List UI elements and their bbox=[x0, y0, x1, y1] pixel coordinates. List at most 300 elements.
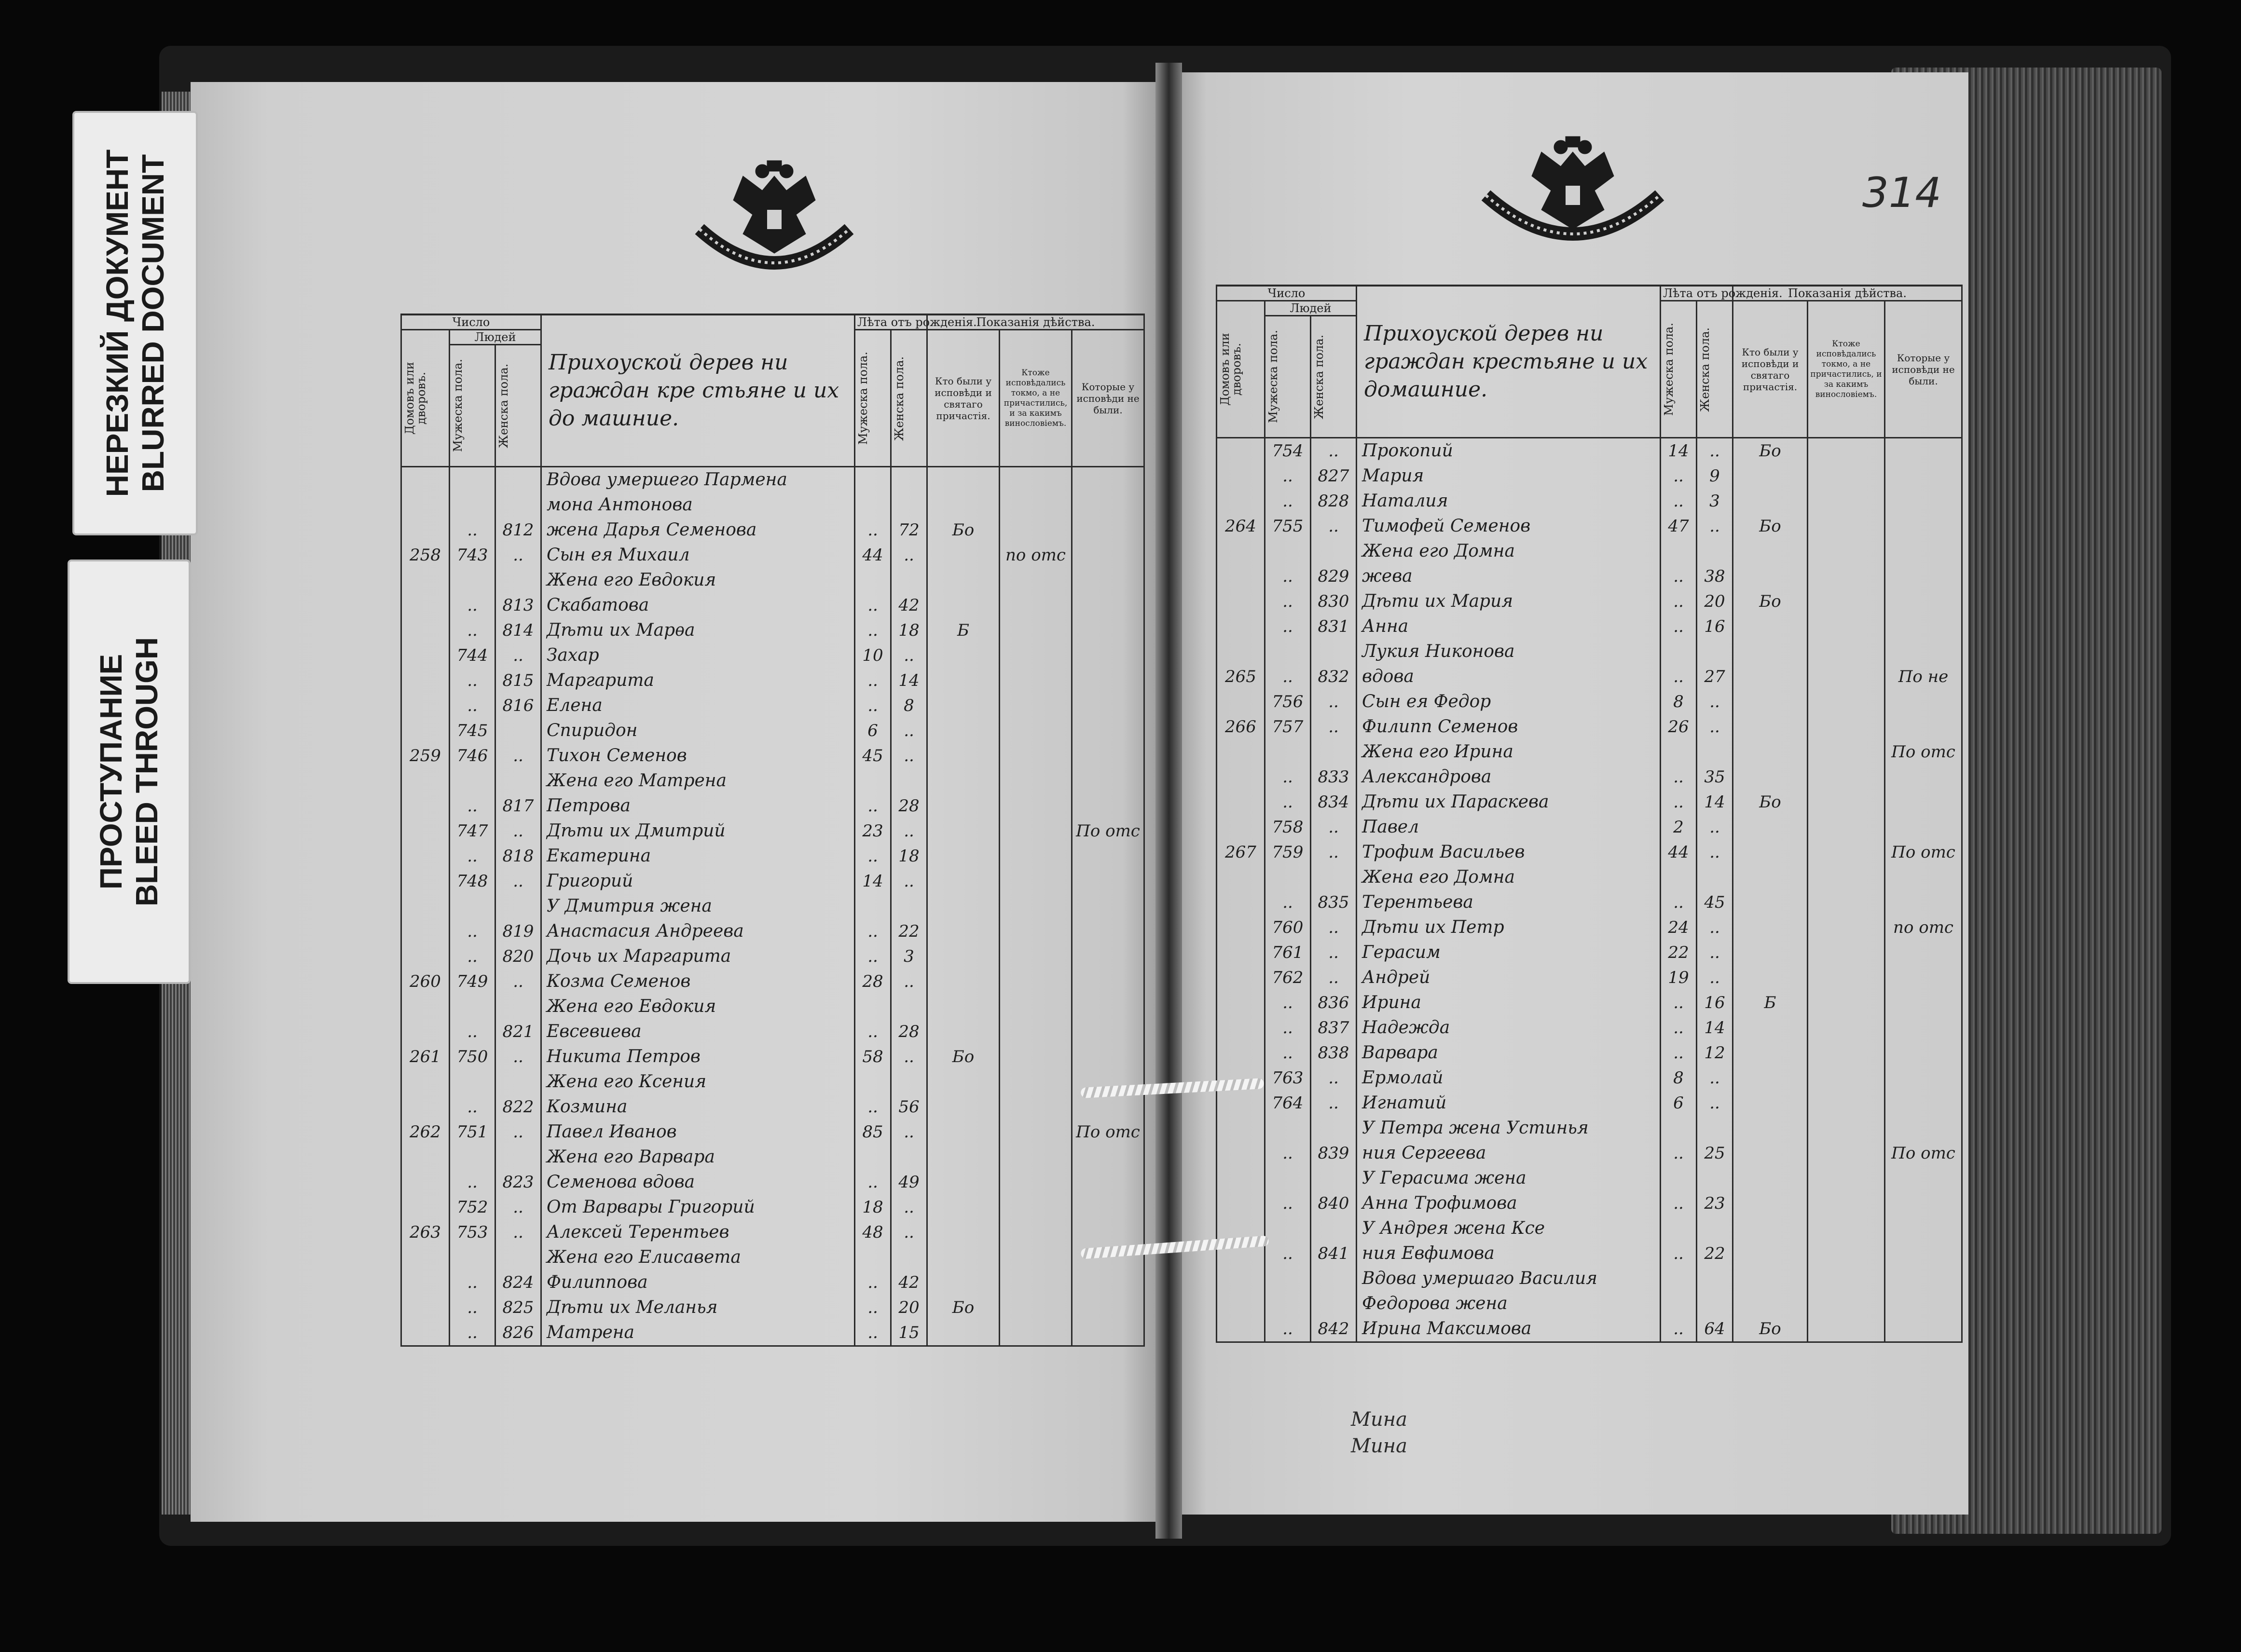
cell-r1 bbox=[1733, 464, 1808, 489]
table-row bbox=[1217, 714, 1962, 739]
cell-m: .. bbox=[450, 944, 495, 969]
cell-r3 bbox=[1072, 944, 1144, 969]
cell-r1 bbox=[1733, 614, 1808, 639]
cell-r1 bbox=[927, 819, 1000, 844]
cell-name: Жена его Ирина bbox=[1357, 739, 1661, 765]
header-remark-1: Кто были у исповѣди и святаго причастія. bbox=[1733, 301, 1808, 438]
table-row bbox=[401, 1120, 1144, 1145]
cell-r2 bbox=[1808, 1141, 1885, 1166]
cell-h bbox=[1217, 1141, 1265, 1166]
blurred-label-ru: НЕРЕЗКИЙ ДОКУМЕНТ bbox=[100, 149, 135, 497]
cell-f: .. bbox=[1311, 840, 1357, 865]
cell-h bbox=[1217, 1040, 1265, 1065]
cell-r3 bbox=[1072, 467, 1144, 493]
table-row bbox=[1217, 489, 1962, 514]
cell-r3 bbox=[1072, 1170, 1144, 1195]
cell-h bbox=[1217, 464, 1265, 489]
cell-r1 bbox=[1733, 890, 1808, 915]
cell-r3 bbox=[1885, 639, 1962, 664]
cell-r1 bbox=[927, 1220, 1000, 1245]
cell-m: .. bbox=[450, 1094, 495, 1120]
cell-r1 bbox=[927, 467, 1000, 493]
cell-m: .. bbox=[1265, 1316, 1311, 1342]
cell-f: .. bbox=[1311, 438, 1357, 464]
cell-r2 bbox=[1000, 1044, 1072, 1069]
cell-am: .. bbox=[855, 693, 891, 718]
cell-r2 bbox=[1000, 643, 1072, 668]
cell-r3 bbox=[1885, 1316, 1962, 1342]
cell-af: 27 bbox=[1697, 664, 1733, 689]
cell-f bbox=[1311, 1266, 1357, 1291]
cell-h bbox=[1217, 815, 1265, 840]
cell-r3 bbox=[1885, 714, 1962, 739]
cell-m: .. bbox=[1265, 990, 1311, 1015]
cell-h: 260 bbox=[401, 969, 450, 994]
cell-r1 bbox=[927, 869, 1000, 894]
cell-r1 bbox=[927, 894, 1000, 919]
cell-r1 bbox=[927, 1170, 1000, 1195]
cell-m: 751 bbox=[450, 1120, 495, 1145]
cell-f: 820 bbox=[495, 944, 541, 969]
cell-am: 8 bbox=[1661, 689, 1697, 714]
cell-r1 bbox=[1733, 1266, 1808, 1291]
cell-h bbox=[1217, 1091, 1265, 1116]
cell-name: Жена его Елисавета bbox=[541, 1245, 855, 1270]
cell-m: .. bbox=[450, 693, 495, 718]
cell-name: Козма Семенов bbox=[541, 969, 855, 994]
cell-r2 bbox=[1000, 718, 1072, 743]
cell-name: От Варвары Григорий bbox=[541, 1195, 855, 1220]
cell-m: 746 bbox=[450, 743, 495, 768]
cell-m: 747 bbox=[450, 819, 495, 844]
cell-r2 bbox=[1000, 969, 1072, 994]
cell-h bbox=[1217, 739, 1265, 765]
cell-r1 bbox=[1733, 1216, 1808, 1241]
cell-m: 755 bbox=[1265, 514, 1311, 539]
table-row bbox=[401, 718, 1144, 743]
cell-name: У Андрея жена Ксе bbox=[1357, 1216, 1661, 1241]
cell-h bbox=[401, 668, 450, 693]
cell-m bbox=[450, 467, 495, 493]
cell-r2 bbox=[1808, 664, 1885, 689]
cell-am: 44 bbox=[1661, 840, 1697, 865]
cell-name: У Петра жена Устинья bbox=[1357, 1116, 1661, 1141]
cell-af: 25 bbox=[1697, 1141, 1733, 1166]
cell-af bbox=[1697, 739, 1733, 765]
table-row bbox=[1217, 890, 1962, 915]
cell-r1 bbox=[1733, 639, 1808, 664]
cell-af: 22 bbox=[1697, 1241, 1733, 1266]
cell-r2 bbox=[1808, 790, 1885, 815]
cell-f: .. bbox=[495, 1120, 541, 1145]
cell-name: Трофим Васильев bbox=[1357, 840, 1661, 865]
cell-r2 bbox=[1000, 844, 1072, 869]
cell-r1 bbox=[1733, 664, 1808, 689]
table-row bbox=[401, 743, 1144, 768]
cell-af bbox=[891, 1245, 927, 1270]
cell-h bbox=[401, 643, 450, 668]
cell-r3 bbox=[1885, 765, 1962, 790]
cell-f bbox=[495, 768, 541, 793]
header-chislo: Число bbox=[401, 314, 541, 330]
cell-r2 bbox=[1808, 940, 1885, 965]
cell-f bbox=[495, 568, 541, 593]
cell-r3 bbox=[1072, 869, 1144, 894]
table-row bbox=[1217, 639, 1962, 664]
cell-am bbox=[855, 1069, 891, 1094]
cell-r3 bbox=[1885, 865, 1962, 890]
cell-am: 14 bbox=[1661, 438, 1697, 464]
header-age-male: Мужеска пола. bbox=[856, 352, 870, 445]
cell-r3 bbox=[1072, 1019, 1144, 1044]
cell-am: .. bbox=[1661, 464, 1697, 489]
cell-h bbox=[1217, 539, 1265, 564]
table-row bbox=[401, 1069, 1144, 1094]
cell-r2 bbox=[1808, 589, 1885, 614]
cell-f: .. bbox=[1311, 514, 1357, 539]
cell-am: .. bbox=[1661, 990, 1697, 1015]
cell-m: 743 bbox=[450, 543, 495, 568]
cell-h: 259 bbox=[401, 743, 450, 768]
cell-af: 14 bbox=[1697, 1015, 1733, 1040]
cell-r1 bbox=[927, 1120, 1000, 1145]
header-remark-3: Которые у исповѣди не были. bbox=[1885, 301, 1962, 438]
cell-r3 bbox=[1885, 539, 1962, 564]
cell-m: 759 bbox=[1265, 840, 1311, 865]
cell-r1 bbox=[927, 743, 1000, 768]
cell-f: 837 bbox=[1311, 1015, 1357, 1040]
cell-r2 bbox=[1808, 1316, 1885, 1342]
cell-r1 bbox=[927, 1069, 1000, 1094]
cell-r1 bbox=[1733, 1141, 1808, 1166]
table-row bbox=[401, 518, 1144, 543]
cell-r1: Б bbox=[1733, 990, 1808, 1015]
cell-am: 85 bbox=[855, 1120, 891, 1145]
cell-f bbox=[495, 718, 541, 743]
table-row bbox=[401, 1220, 1144, 1245]
cell-r3 bbox=[1072, 618, 1144, 643]
cell-r1 bbox=[927, 1320, 1000, 1346]
cell-name: Прокопий bbox=[1357, 438, 1661, 464]
cell-af: 64 bbox=[1697, 1316, 1733, 1342]
cell-r2 bbox=[1000, 1120, 1072, 1145]
table-row bbox=[401, 919, 1144, 944]
cell-r2 bbox=[1000, 1094, 1072, 1120]
cell-r2 bbox=[1000, 819, 1072, 844]
bleed-through-label bbox=[68, 560, 191, 984]
cell-r3 bbox=[1885, 1091, 1962, 1116]
cell-am bbox=[1661, 1291, 1697, 1316]
cell-h bbox=[1217, 438, 1265, 464]
cell-r2 bbox=[1808, 489, 1885, 514]
cell-r2 bbox=[1000, 994, 1072, 1019]
table-row bbox=[401, 768, 1144, 793]
cell-am: .. bbox=[855, 618, 891, 643]
cell-am bbox=[1661, 739, 1697, 765]
cell-af: .. bbox=[891, 1195, 927, 1220]
cell-r3 bbox=[1885, 489, 1962, 514]
cell-am bbox=[1661, 1116, 1697, 1141]
cell-r2 bbox=[1808, 865, 1885, 890]
cell-am: .. bbox=[855, 944, 891, 969]
cell-f: .. bbox=[1311, 815, 1357, 840]
cell-r2 bbox=[1000, 793, 1072, 819]
cell-m: .. bbox=[450, 793, 495, 819]
cell-name: Герасим bbox=[1357, 940, 1661, 965]
header-remarks-group: Показанія дѣйства. bbox=[1733, 286, 1962, 301]
cell-m: .. bbox=[450, 668, 495, 693]
cell-m: .. bbox=[1265, 614, 1311, 639]
cell-af: 8 bbox=[891, 693, 927, 718]
cell-r1 bbox=[1733, 1166, 1808, 1191]
cell-m bbox=[450, 1069, 495, 1094]
cell-h bbox=[401, 568, 450, 593]
cell-f: 824 bbox=[495, 1270, 541, 1295]
cell-f: 832 bbox=[1311, 664, 1357, 689]
cell-name: Григорий bbox=[541, 869, 855, 894]
cell-af bbox=[1697, 1166, 1733, 1191]
cell-r1 bbox=[1733, 840, 1808, 865]
cell-f: 825 bbox=[495, 1295, 541, 1320]
cell-h bbox=[401, 844, 450, 869]
cell-r2 bbox=[1000, 1170, 1072, 1195]
cell-r1: Бо bbox=[1733, 514, 1808, 539]
cell-h bbox=[401, 1145, 450, 1170]
table-row bbox=[401, 1044, 1144, 1069]
cell-m: .. bbox=[1265, 589, 1311, 614]
cell-r1 bbox=[1733, 815, 1808, 840]
cell-r3 bbox=[1072, 743, 1144, 768]
cell-m: .. bbox=[1265, 464, 1311, 489]
cell-r2 bbox=[1808, 990, 1885, 1015]
cell-m: .. bbox=[450, 1019, 495, 1044]
cell-am bbox=[855, 467, 891, 493]
cell-r2 bbox=[1000, 1320, 1072, 1346]
cell-r3 bbox=[1072, 568, 1144, 593]
cell-f: .. bbox=[495, 1044, 541, 1069]
cell-f bbox=[495, 1069, 541, 1094]
cell-h bbox=[1217, 614, 1265, 639]
cell-m bbox=[450, 492, 495, 518]
cell-name: Павел bbox=[1357, 815, 1661, 840]
cell-af bbox=[1697, 539, 1733, 564]
cell-name: Екатерина bbox=[541, 844, 855, 869]
cell-af bbox=[1697, 1216, 1733, 1241]
cell-m bbox=[1265, 1266, 1311, 1291]
cell-r3: По отс bbox=[1072, 1120, 1144, 1145]
cell-name: Скабатова bbox=[541, 593, 855, 618]
cell-h bbox=[1217, 489, 1265, 514]
cell-m: 758 bbox=[1265, 815, 1311, 840]
cell-am bbox=[1661, 1216, 1697, 1241]
cell-am: 48 bbox=[855, 1220, 891, 1245]
cell-af: 3 bbox=[1697, 489, 1733, 514]
cell-r3 bbox=[1072, 518, 1144, 543]
cell-f: 814 bbox=[495, 618, 541, 643]
table-row bbox=[401, 668, 1144, 693]
cell-r3 bbox=[1072, 994, 1144, 1019]
table-row bbox=[401, 1295, 1144, 1320]
cell-am: 44 bbox=[855, 543, 891, 568]
cell-r1 bbox=[927, 643, 1000, 668]
cell-r3 bbox=[1885, 614, 1962, 639]
cell-r3 bbox=[1885, 1291, 1962, 1316]
cell-r2 bbox=[1808, 464, 1885, 489]
cell-r1 bbox=[1733, 1065, 1808, 1091]
table-row bbox=[1217, 1216, 1962, 1241]
table-row bbox=[1217, 940, 1962, 965]
table-row bbox=[1217, 815, 1962, 840]
table-row bbox=[1217, 1191, 1962, 1216]
cell-r1 bbox=[1733, 1040, 1808, 1065]
cell-am: .. bbox=[855, 1170, 891, 1195]
cell-name: Алексей Терентьев bbox=[541, 1220, 855, 1245]
cell-am: 28 bbox=[855, 969, 891, 994]
cell-af bbox=[891, 1069, 927, 1094]
header-age-group: Лѣта отъ рожденія. bbox=[1661, 286, 1733, 301]
cell-r2 bbox=[1000, 1270, 1072, 1295]
cell-name: Филиппова bbox=[541, 1270, 855, 1295]
cell-name: ния Евфимова bbox=[1357, 1241, 1661, 1266]
cell-am: .. bbox=[1661, 1015, 1697, 1040]
cell-af bbox=[891, 492, 927, 518]
cell-am: .. bbox=[855, 518, 891, 543]
cell-h bbox=[1217, 790, 1265, 815]
cell-am: .. bbox=[1661, 589, 1697, 614]
signature-line-2: Мина bbox=[1351, 1435, 1407, 1457]
cell-r1 bbox=[1733, 1091, 1808, 1116]
cell-h: 264 bbox=[1217, 514, 1265, 539]
table-row bbox=[401, 819, 1144, 844]
header-age-male: Мужеска пола. bbox=[1662, 323, 1676, 416]
cell-r3: по отс bbox=[1885, 915, 1962, 940]
cell-name: Филипп Семенов bbox=[1357, 714, 1661, 739]
cell-name: Варвара bbox=[1357, 1040, 1661, 1065]
cell-name: Евсевиева bbox=[541, 1019, 855, 1044]
cell-r2 bbox=[1000, 768, 1072, 793]
bleed-label-ru: ПРОСТУПАНИЕ bbox=[94, 654, 129, 890]
cell-r2 bbox=[1808, 890, 1885, 915]
cell-r1: Б bbox=[927, 618, 1000, 643]
cell-af: 45 bbox=[1697, 890, 1733, 915]
cell-am: .. bbox=[1661, 790, 1697, 815]
cell-r2 bbox=[1808, 1191, 1885, 1216]
cell-h bbox=[401, 1069, 450, 1094]
cell-af: .. bbox=[1697, 1091, 1733, 1116]
cell-f bbox=[1311, 1291, 1357, 1316]
cell-name: Дѣти их Параскева bbox=[1357, 790, 1661, 815]
cell-r3 bbox=[1885, 1241, 1962, 1266]
cell-name: Матрена bbox=[541, 1320, 855, 1346]
cell-af: .. bbox=[891, 543, 927, 568]
cell-h bbox=[1217, 1166, 1265, 1191]
cell-r3 bbox=[1072, 593, 1144, 618]
cell-r3 bbox=[1885, 689, 1962, 714]
cell-m bbox=[1265, 739, 1311, 765]
cell-r2 bbox=[1808, 714, 1885, 739]
cell-af: 38 bbox=[1697, 564, 1733, 589]
cell-r2 bbox=[1000, 1069, 1072, 1094]
cell-r3 bbox=[1885, 1191, 1962, 1216]
table-row bbox=[1217, 1241, 1962, 1266]
cell-name: мона Антонова bbox=[541, 492, 855, 518]
table-row bbox=[401, 1145, 1144, 1170]
cell-h bbox=[1217, 865, 1265, 890]
cell-name: Жена его Ксения bbox=[541, 1069, 855, 1094]
cell-r3 bbox=[1072, 492, 1144, 518]
cell-name: жева bbox=[1357, 564, 1661, 589]
cell-r2 bbox=[1808, 1241, 1885, 1266]
cell-m bbox=[1265, 1216, 1311, 1241]
cell-name: Павел Иванов bbox=[541, 1120, 855, 1145]
table-row bbox=[401, 793, 1144, 819]
cell-name: Надежда bbox=[1357, 1015, 1661, 1040]
table-row bbox=[1217, 739, 1962, 765]
cell-h bbox=[401, 1295, 450, 1320]
cell-r2 bbox=[1000, 518, 1072, 543]
cell-af: .. bbox=[891, 643, 927, 668]
cell-am bbox=[855, 1245, 891, 1270]
cell-m: 764 bbox=[1265, 1091, 1311, 1116]
cell-f: 831 bbox=[1311, 614, 1357, 639]
cell-am: .. bbox=[1661, 1141, 1697, 1166]
cell-r1 bbox=[1733, 689, 1808, 714]
cell-r3 bbox=[1072, 919, 1144, 944]
cell-af: 42 bbox=[891, 1270, 927, 1295]
cell-r3 bbox=[1072, 969, 1144, 994]
header-age-female: Женска пола. bbox=[1698, 327, 1712, 412]
cell-r3 bbox=[1072, 1094, 1144, 1120]
cell-r1 bbox=[927, 1094, 1000, 1120]
cell-h: 263 bbox=[401, 1220, 450, 1245]
cell-r2 bbox=[1808, 1266, 1885, 1291]
table-row bbox=[401, 869, 1144, 894]
header-male-col: Мужеска пола. bbox=[451, 359, 465, 452]
table-row bbox=[1217, 1040, 1962, 1065]
cell-am: 22 bbox=[1661, 940, 1697, 965]
cell-name: Мария bbox=[1357, 464, 1661, 489]
cell-h bbox=[401, 467, 450, 493]
cell-am: .. bbox=[1661, 1316, 1697, 1342]
cell-h bbox=[1217, 689, 1265, 714]
cell-m bbox=[450, 1245, 495, 1270]
cell-am: 8 bbox=[1661, 1065, 1697, 1091]
cell-m: .. bbox=[450, 618, 495, 643]
table-row bbox=[401, 1170, 1144, 1195]
cell-h: 262 bbox=[401, 1120, 450, 1145]
cell-r3 bbox=[1885, 1065, 1962, 1091]
cell-am: .. bbox=[1661, 614, 1697, 639]
cell-name: Дѣти их Петр bbox=[1357, 915, 1661, 940]
cell-f: .. bbox=[1311, 1065, 1357, 1091]
cell-af: 28 bbox=[891, 793, 927, 819]
right-page-title: Прихоуской дерев ни граждан крестьяне и их домашние. bbox=[1357, 286, 1661, 438]
header-household-col: Домовъ или дворовъ. bbox=[403, 362, 428, 435]
header-age-group: Лѣта отъ рожденія. bbox=[855, 314, 927, 330]
cell-r3 bbox=[1885, 438, 1962, 464]
cell-name: Жена его Варвара bbox=[541, 1145, 855, 1170]
cell-af: 35 bbox=[1697, 765, 1733, 790]
cell-r2 bbox=[1000, 1019, 1072, 1044]
cell-r2 bbox=[1000, 1145, 1072, 1170]
cell-r2 bbox=[1808, 539, 1885, 564]
cell-af: 14 bbox=[1697, 790, 1733, 815]
cell-r2 bbox=[1000, 869, 1072, 894]
cell-h bbox=[401, 1094, 450, 1120]
cell-m: .. bbox=[1265, 1015, 1311, 1040]
cell-r3 bbox=[1885, 1166, 1962, 1191]
cell-r1 bbox=[1733, 489, 1808, 514]
